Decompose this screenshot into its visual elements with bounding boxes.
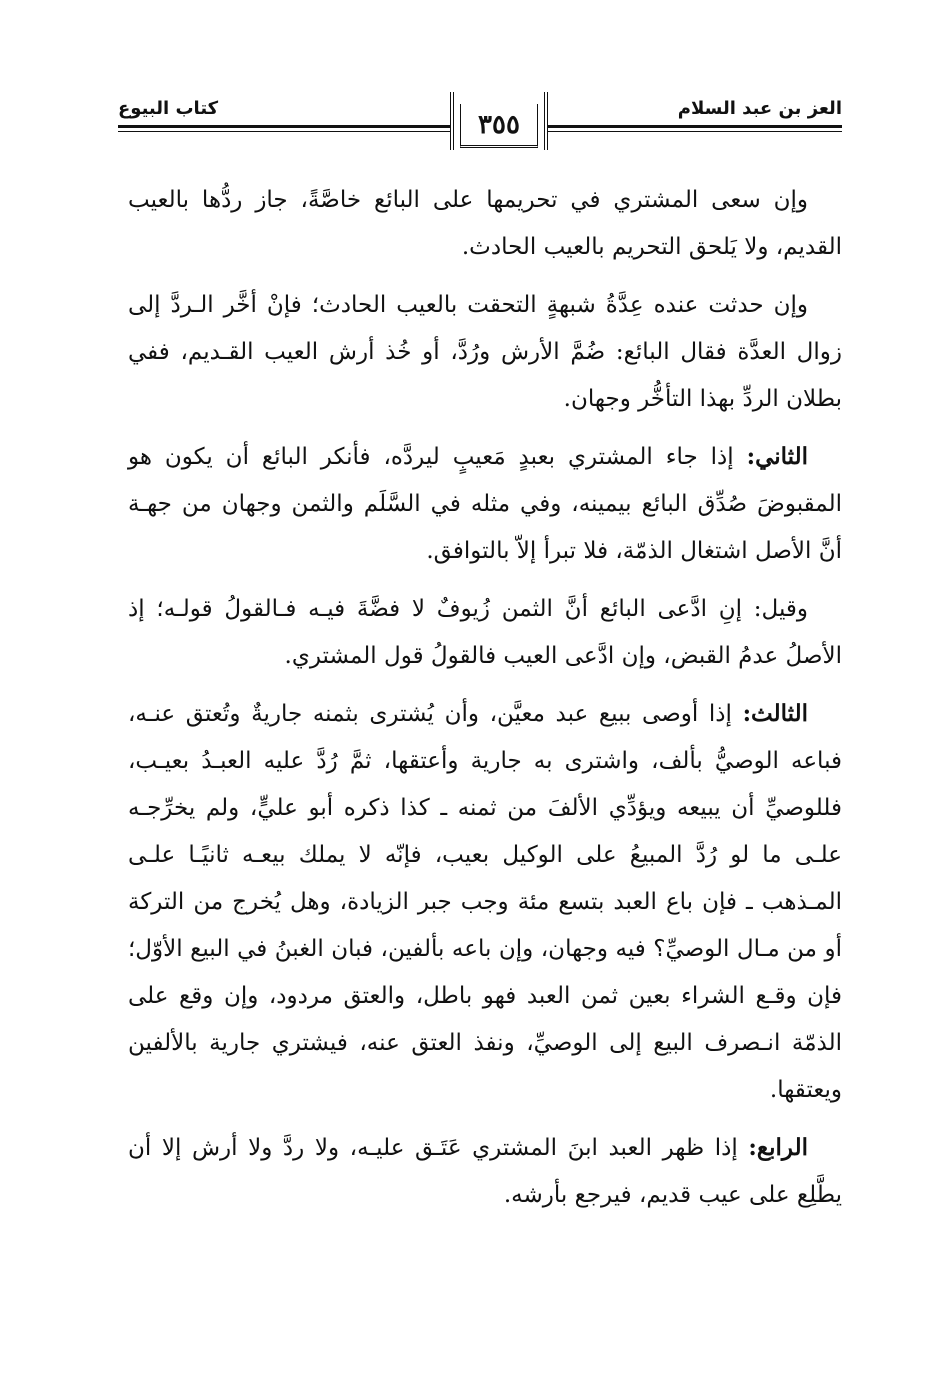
paragraph: [128, 585, 842, 680]
page-number-frame: [450, 92, 548, 150]
section-lead: الثالث:: [742, 700, 808, 727]
paragraph-text: إذا جاء المشتري بعبدٍ مَعيبٍ ليردَّه، فأنكر البائع أن يكون هو المقبوضَ صُدِّق البائع بيمينه، وفي مثله في السَّلَم والثمن وجهان من جهـة أنَّ الأصل اشتغال الذمّة، فلا تبرأ إلاّ بالتوافق.: [128, 444, 842, 564]
page-header: [118, 92, 842, 162]
paragraph-text: وإن سعى المشتري في تحريمها على البائع خاصَّةً، جاز ردُّها بالعيب القديم، ولا يَلحق التحريم بالعيب الحادث.: [128, 187, 842, 260]
paragraph: [128, 1124, 842, 1219]
paragraph: [128, 176, 842, 271]
paragraph: [128, 433, 842, 575]
running-head-book: كتاب البيوع: [118, 98, 219, 119]
body-text: [128, 176, 842, 1229]
section-lead: الثاني:: [746, 443, 808, 470]
running-head-author: العز بن عبد السلام: [677, 98, 842, 119]
section-lead: الرابع:: [748, 1134, 808, 1161]
paragraph-text: إذا ظهر العبد ابنَ المشتري عَتَـق عليـه، ولا ردَّ ولا أرش إلا أن يطَّلِع على عيب قديم، فيرجع بأرشه.: [128, 1135, 842, 1208]
page-number: ٣٥٥: [478, 110, 520, 140]
paragraph: [128, 281, 842, 423]
paragraph-text: إذا أوصى ببيع عبد معيَّن، وأن يُشترى بثمنه جاريةٌ وتُعتق عنـه، فباعه الوصيُّ بألف، واشترى به جارية وأعتقها، ثمَّ رُدَّ عليه العبـدُ بعيـب، فللوصيِّ أن يبيعه ويؤدِّي الألفَ من ثمنه ـ كذا ذكره أبو عليٍّ، ولم يخرِّجـه علـى ما لو رُدَّ المبيعُ على الوكيل بعيب، فإنّه لا يملك بيعـه ثانيًـا علـى المـذهب ـ فإن باع العبد بتسع مئة وجب جبر الزيادة، وهل يُخرج من التركة أو من مـال الوصيِّ؟ فيه وجهان، وإن باعه بألفين، فبان الغبنُ في البيع الأوّل؛ فإن وقـع الشراء بعين ثمن العبد فهو باطل، والعتق مردود، وإن وقع على الذمّة انـصرف البيع إلى الوصيِّ، ونفذ العتق عنه، فيشتري جارية بالألفين ويعتقها.: [128, 701, 842, 1103]
paragraph-text: وقيل: إنِ ادَّعى البائع أنَّ الثمن زُيوفٌ لا فضَّةَ فيـه فـالقولُ قولـه؛ إذ الأصلُ عدمُ القبض، وإن ادَّعى العيب فالقولُ قول المشتري.: [128, 596, 842, 669]
paragraph: [128, 690, 842, 1114]
paragraph-text: وإن حدثت عنده عِدَّةُ شبهةٍ التحقت بالعيب الحادث؛ فإنْ أخَّر الـردَّ إلى زوال العدَّة فقال البائع: ضُمَّ الأرش ورُدَّ، أو خُذ أرش العيب القـديم، ففي بطلان الردِّ بهذا التأخُّر وجهان.: [128, 292, 842, 412]
